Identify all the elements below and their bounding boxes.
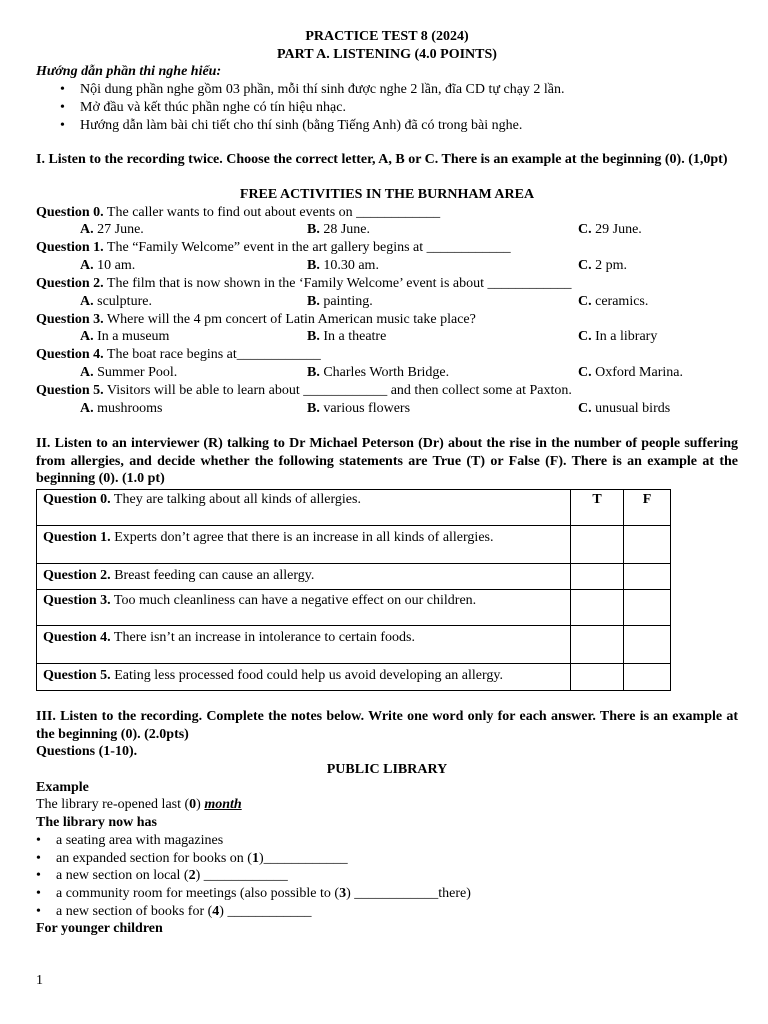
question-stem xyxy=(36,346,738,364)
option-a: A. 27 June. xyxy=(80,222,144,238)
true-answer-cell[interactable] xyxy=(571,563,624,589)
instruction-item: • Nội dung phần nghe gồm 03 phần, mỗi thí sinh được nghe 2 lần, đĩa CD tự chạy 2 lần. xyxy=(80,81,738,99)
option-c: C. 2 pm. xyxy=(578,258,628,274)
question-label: Question 4. xyxy=(36,347,104,363)
page-number: 1 xyxy=(36,973,43,988)
option-c: C. unusual birds xyxy=(578,400,671,416)
section1-questions xyxy=(36,204,738,418)
table-row xyxy=(37,563,671,589)
question-text: The boat race begins at____________ xyxy=(103,347,321,363)
question-text: The caller wants to find out about events on ____________ xyxy=(103,204,441,220)
question-stem xyxy=(36,239,738,257)
option-a: A. sculpture. xyxy=(80,293,152,309)
table-row xyxy=(37,489,671,525)
statement-cell: Question 2. Breast feeding can cause an allergy. xyxy=(37,563,571,589)
option-b: B. painting. xyxy=(307,293,373,309)
option-c: C. ceramics. xyxy=(578,293,649,309)
question-stem xyxy=(36,382,738,400)
statement-cell: Question 4. There isn’t an increase in intolerance to certain foods. xyxy=(37,625,571,663)
statement-cell: Question 0. They are talking about all kinds of allergies. xyxy=(37,489,571,525)
question-label: Question 0. xyxy=(36,204,104,220)
section2-instruction: II. Listen to an interviewer (R) talking to Dr Michael Peterson (Dr) about the rise in the number of people suffering from allergies, and decide whether the following statements are True (T) or False (F). There is an example at the beginning (0). (1.0 pt) xyxy=(36,435,738,487)
question-label: Question 3. xyxy=(36,311,104,327)
false-answer-cell[interactable] xyxy=(624,563,671,589)
section1-title: FREE ACTIVITIES IN THE BURNHAM AREA xyxy=(239,186,535,202)
statement-cell: Question 1. Experts don’t agree that there is an increase in all kinds of allergies. xyxy=(37,525,571,563)
questions-range: Questions (1-10). xyxy=(36,744,138,760)
question-stem xyxy=(36,311,738,329)
false-answer-cell[interactable] xyxy=(624,525,671,563)
document-page xyxy=(36,28,738,938)
option-b: B. Charles Worth Bridge. xyxy=(307,365,450,381)
question-label: Question 5. xyxy=(36,383,104,399)
question-text: Where will the 4 pm concert of Latin American music take place? xyxy=(103,311,476,327)
question-text: The film that is now shown in the ‘Family Welcome’ event is about ____________ xyxy=(103,276,572,292)
option-b: B. In a theatre xyxy=(307,329,387,345)
test-title: PRACTICE TEST 8 (2024) xyxy=(305,29,469,44)
question-options xyxy=(36,328,738,346)
statement-cell: Question 5. Eating less processed food could help us avoid developing an allergy. xyxy=(37,663,571,690)
question-options xyxy=(36,257,738,275)
table-row xyxy=(37,625,671,663)
true-answer-cell[interactable] xyxy=(571,589,624,625)
question-options xyxy=(36,221,738,239)
true-false-table xyxy=(36,489,671,691)
example-heading: Example xyxy=(36,779,89,795)
option-b: B. various flowers xyxy=(307,400,411,416)
question-options xyxy=(36,293,738,311)
true-column-header: T xyxy=(571,489,624,525)
option-a: A. Summer Pool. xyxy=(80,365,178,381)
false-answer-cell[interactable] xyxy=(624,625,671,663)
instruction-item: • Mở đầu và kết thúc phần nghe có tín hiệu nhạc. xyxy=(80,99,738,117)
instructions-heading: Hướng dẫn phần thi nghe hiểu: xyxy=(36,64,222,80)
option-a: A. mushrooms xyxy=(80,400,163,416)
example-answer: month xyxy=(204,797,242,813)
younger-children-heading: For younger children xyxy=(36,921,163,937)
option-b: B. 28 June. xyxy=(307,222,371,238)
now-has-heading: The library now has xyxy=(36,815,157,831)
section3-title: PUBLIC LIBRARY xyxy=(326,762,448,778)
true-answer-cell[interactable] xyxy=(571,663,624,690)
table-row xyxy=(37,589,671,625)
section3-instruction: III. Listen to the recording. Complete the notes below. Write one word only for each answer. There is an example at the beginning (0). (2.0pts) xyxy=(36,708,738,742)
question-text: Visitors will be able to learn about ____________ and then collect some at Paxton. xyxy=(103,383,572,399)
true-answer-cell[interactable] xyxy=(571,625,624,663)
table-row xyxy=(37,663,671,690)
notes-list xyxy=(36,832,738,921)
instructions-list xyxy=(36,81,738,134)
question-stem xyxy=(36,275,738,293)
option-c: C. 29 June. xyxy=(578,222,642,238)
note-item: • a new section of books for (4) ____________ xyxy=(56,903,738,921)
true-answer-cell[interactable] xyxy=(571,525,624,563)
instruction-item: • Hướng dẫn làm bài chi tiết cho thí sinh (bằng Tiếng Anh) đã có trong bài nghe. xyxy=(80,117,738,135)
option-c: C. Oxford Marina. xyxy=(578,365,683,381)
question-text: The “Family Welcome” event in the art gallery begins at ____________ xyxy=(103,240,511,256)
note-item: • a new section on local (2) ____________ xyxy=(56,867,738,885)
part-title: PART A. LISTENING (4.0 POINTS) xyxy=(277,46,497,62)
option-a: A. 10 am. xyxy=(80,258,136,274)
question-options xyxy=(36,364,738,382)
option-a: A. In a museum xyxy=(80,329,170,345)
option-c: C. In a library xyxy=(578,329,658,345)
note-item: • a seating area with magazines xyxy=(56,832,738,850)
option-b: B. 10.30 am. xyxy=(307,258,379,274)
example-line: The library re-opened last (0) month xyxy=(36,797,242,813)
false-answer-cell[interactable] xyxy=(624,589,671,625)
table-row xyxy=(37,525,671,563)
section1-instruction: I. Listen to the recording twice. Choose the correct letter, A, B or C. There is an example at the beginning (0). (1,0pt) xyxy=(36,152,728,168)
statement-cell: Question 3. Too much cleanliness can have a negative effect on our children. xyxy=(37,589,571,625)
false-column-header: F xyxy=(624,489,671,525)
question-stem xyxy=(36,204,738,222)
question-label: Question 2. xyxy=(36,276,104,292)
false-answer-cell[interactable] xyxy=(624,663,671,690)
note-item: • an expanded section for books on (1)____________ xyxy=(56,850,738,868)
question-options xyxy=(36,400,738,418)
note-item: • a community room for meetings (also possible to (3) ____________there) xyxy=(56,885,738,903)
question-label: Question 1. xyxy=(36,240,104,256)
